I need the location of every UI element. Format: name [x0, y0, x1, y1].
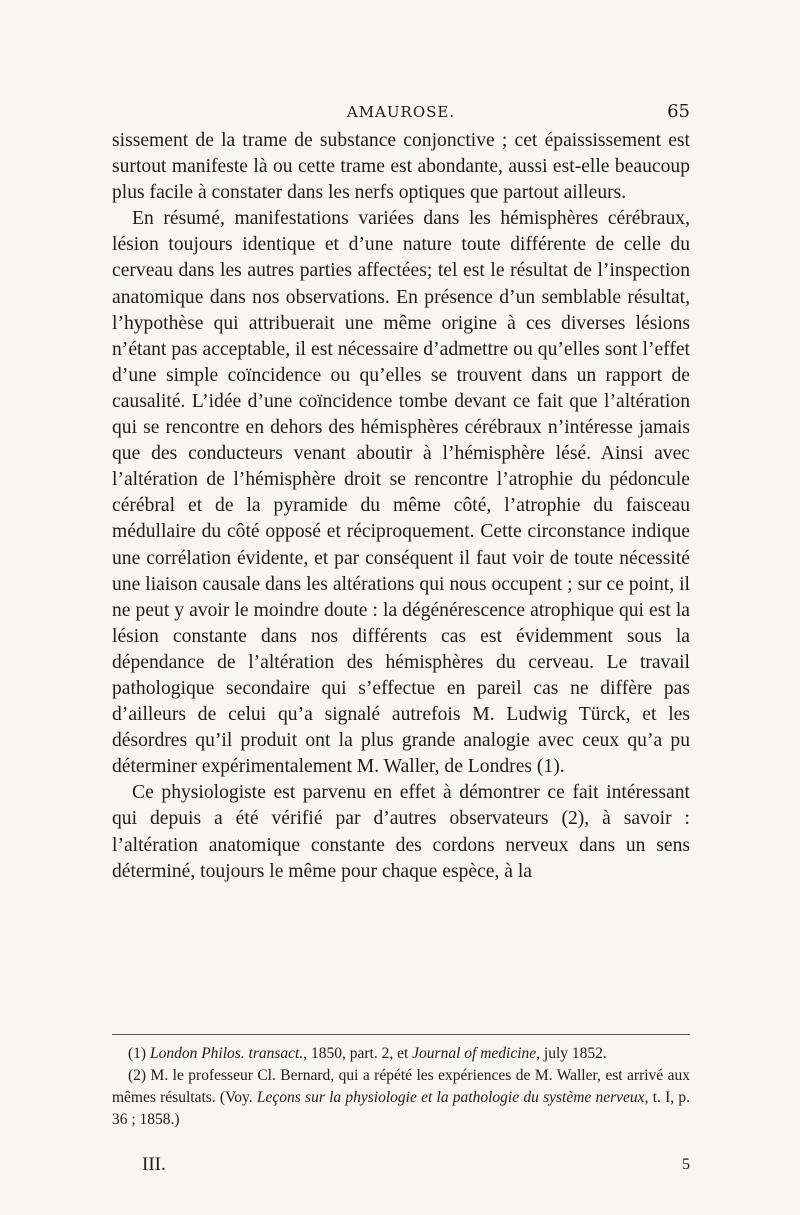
- footnote-2-marker: (2): [128, 1067, 147, 1084]
- paragraph-physiologist: Ce physiologiste est parvenu en effet à démontrer ce fait intéressant qui depuis a été vérifié par d’autres observateurs (2), à savoir : l’altération anatomique constante des cordons nerveux dans un sens déterminé, toujours le même pour chaque espèce, à la: [112, 782, 690, 882]
- footnote-2-book: Leçons sur la physiologie et la pathologie du système nerveux: [256, 1089, 645, 1106]
- footnote-1-journal2: Journal of medicine: [412, 1045, 537, 1062]
- paragraph-summary: En résumé, manifestations variées dans les hémisphères cérébraux, lésion toujours identique et d’une nature toute différente de celle du cerveau dans les autres parties affectées; tel est le résultat de l’inspection anatomique dans nos observations. En présence d’un semblable résultat, l’hypothèse qui attribuerait une même origine à ces diverses lésions n’étant pas acceptable, il est nécessaire d’admettre ou qu’elles sont l’effet d’une simple coïncidence ou qu’elles se trouvent dans un rapport de causalité. L’idée d’une coïncidence tombe devant ce fait que l’altération qui se rencontre en dehors des hémisphères cérébraux n’intéresse jamais que des conducteurs venant aboutir à l’hémisphère lésé. Ainsi avec l’altération de l’hémisphère droit se rencontre l’atrophie du pédoncule cérébral et de la pyramide du même côté, l’atrophie du faisceau médullaire du côté opposé et réciproquement. Cette circonstance indique une corrélation évidente, et par conséquent il faut voir de toute nécessité une liaison causale dans les altérations qui nous occupent ; sur ce point, il ne peut y avoir le moindre doute : la dégénérescence atrophique qui est la lésion constante dans nos différents cas est évidemment sous la dépendance de l’altération des hémisphères du cerveau. Le travail pathologique secondaire qui s’effectue en pareil cas ne diffère pas d’ailleurs de celui qu’a signalé autrefois M. Ludwig Türck, et les désordres qu’il produit ont la plus grande analogie avec ceux qu’a pu déterminer expérimentalement M. Waller, de Londres (1).: [112, 208, 690, 778]
- footnote-2-end: , t. I, p. 36 ; 1858.): [112, 1089, 691, 1128]
- footnote-1-end: , july 1852.: [536, 1045, 607, 1062]
- footnote-1-journal: London Philos. transact.: [149, 1045, 304, 1062]
- signature-number: 5: [682, 1156, 690, 1173]
- running-head: [112, 103, 690, 127]
- footnote-1: [112, 1043, 690, 1065]
- footnote-2: [112, 1065, 690, 1131]
- footnote-2-text: M. le professeur Cl. Bernard, qui a répété les expériences de M. Waller, est arrivé aux mêmes résultats. (Voy.: [112, 1067, 691, 1106]
- signature-line: [112, 1154, 690, 1180]
- footnote-rule: [112, 1034, 690, 1035]
- signature-mark: III.: [142, 1154, 166, 1175]
- footnotes: [112, 1043, 690, 1131]
- paragraph-continued: sissement de la trame de substance conjonctive ; cet épaississement est surtout manifeste là ou cette trame est abondante, aussi est-elle beaucoup plus facile à constater dans les nerfs optiques que partout ailleurs.: [112, 130, 690, 204]
- running-title: AMAUROSE.: [346, 103, 456, 121]
- footnote-1-middle: , 1850, part. 2, et: [303, 1045, 409, 1062]
- page-number: 65: [667, 101, 690, 122]
- body-text: [112, 128, 690, 885]
- footnote-1-marker: (1): [128, 1045, 147, 1062]
